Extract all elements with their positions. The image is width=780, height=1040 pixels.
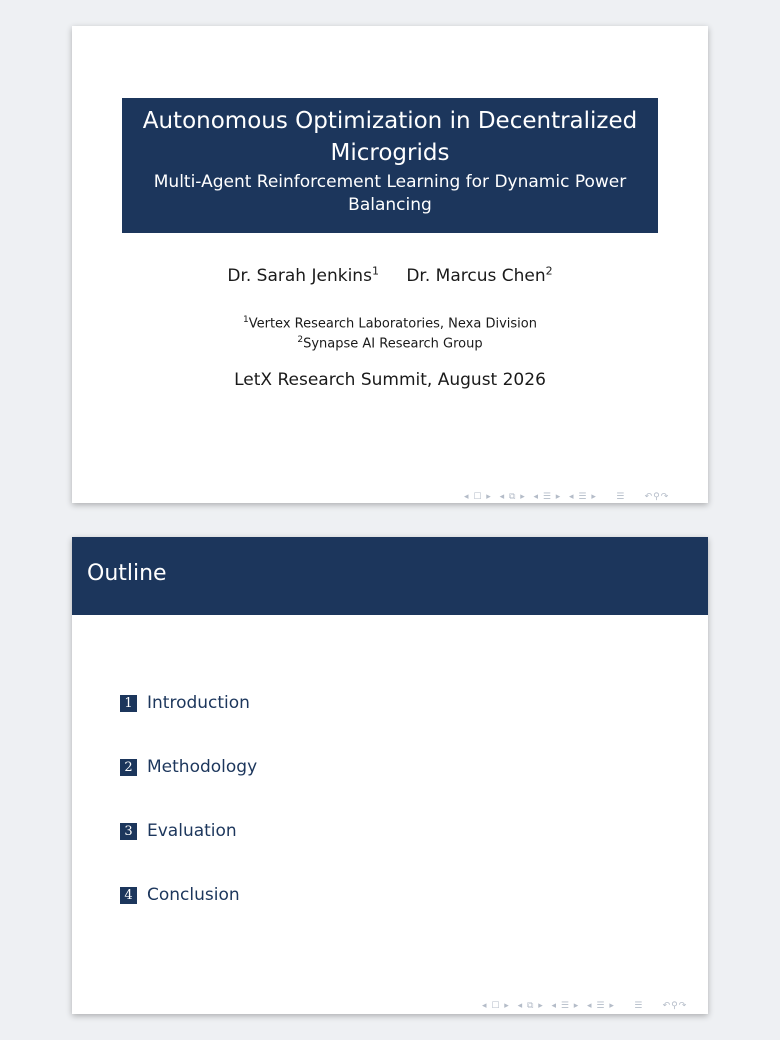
title-block (122, 98, 658, 233)
author-affiliation-mark: 2 (545, 264, 553, 277)
affiliation-text: Vertex Research Laboratories, Nexa Division (248, 316, 537, 332)
toc-number: 4 (120, 887, 137, 904)
nav-section-icon[interactable]: ◂ ☰ ▸ (583, 1001, 615, 1011)
author-affiliation-mark: 1 (371, 264, 379, 277)
event-date: LetX Research Summit, August 2026 (234, 370, 546, 390)
toc-label: Methodology (147, 757, 258, 777)
frame-header (72, 537, 708, 615)
toc-label: Conclusion (147, 885, 240, 905)
author-list (72, 264, 708, 286)
navigation-symbols (464, 492, 669, 502)
author-name: Dr. Marcus Chen (406, 265, 546, 286)
frame-title: Outline (87, 561, 167, 586)
affiliation-mark: 2 (297, 335, 304, 346)
author-name: Dr. Sarah Jenkins (227, 265, 372, 286)
nav-slide-icon[interactable]: ◂ ☐ ▸ (464, 492, 492, 502)
nav-doc-icon[interactable]: ☰ (618, 1001, 644, 1011)
affiliation (72, 332, 708, 352)
affiliation (72, 312, 708, 332)
nav-subsection-icon[interactable]: ◂ ☰ ▸ (547, 1001, 580, 1011)
presentation-subtitle: Multi-Agent Reinforcement Learning for Dynamic Power Balancing (153, 172, 627, 215)
nav-search-icon[interactable]: ↶⚲↷ (629, 492, 670, 502)
navigation-symbols (482, 1001, 687, 1011)
nav-slide-icon[interactable]: ◂ ☐ ▸ (482, 1001, 510, 1011)
nav-subsection-icon[interactable]: ◂ ☰ ▸ (529, 492, 562, 502)
toc-label: Introduction (147, 693, 250, 713)
toc-label: Evaluation (147, 821, 237, 841)
nav-section-icon[interactable]: ◂ ☰ ▸ (565, 492, 597, 502)
nav-search-icon[interactable]: ↶⚲↷ (647, 1001, 688, 1011)
nav-frame-icon[interactable]: ◂ ⧉ ▸ (513, 1001, 544, 1011)
title-slide (72, 26, 708, 503)
affiliation-mark: 1 (243, 315, 249, 325)
presentation-title: Autonomous Optimization in Decentralized Microgrids (142, 108, 638, 166)
toc-number: 2 (120, 759, 137, 776)
toc-number: 3 (120, 823, 137, 840)
affiliation-text: Synapse AI Research Group (303, 336, 483, 352)
nav-doc-icon[interactable]: ☰ (600, 492, 626, 502)
nav-frame-icon[interactable]: ◂ ⧉ ▸ (495, 492, 526, 502)
toc-number: 1 (120, 695, 137, 712)
affiliation-list (72, 312, 708, 353)
author (227, 266, 379, 286)
author (406, 266, 552, 286)
outline-slide (72, 537, 708, 1014)
